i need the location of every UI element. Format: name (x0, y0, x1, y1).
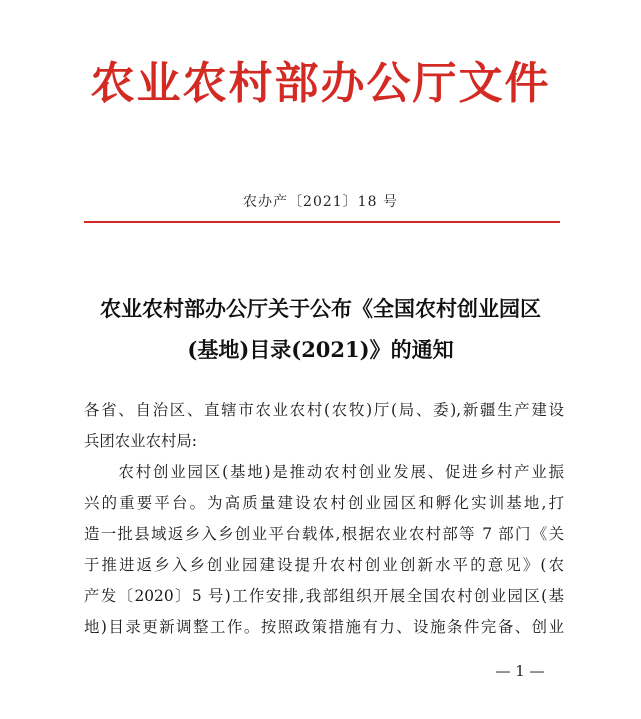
addressee-line-1: 各省、自治区、直辖市农业农村(农牧)厅(局、委),新疆生产建设 (84, 401, 564, 419)
body-line-2: 兴的重要平台。为高质量建设农村创业园区和孵化实训基地,打 (84, 494, 564, 512)
masthead-title: 农业农村部办公厅文件 (90, 58, 551, 109)
body-line-3: 造一批县域返乡入乡创业平台载体,根据农业农村部等 7 部门《关 (84, 525, 564, 543)
body-line-5: 产发〔2020〕5 号)工作安排,我部组织开展全国农村创业园区(基 (84, 587, 564, 605)
page-number: — 1 — (495, 662, 545, 680)
body-line-1: 农村创业园区(基地)是推动农村创业发展、促进乡村产业振 (84, 463, 564, 481)
notice-title-line-2: (基地)目录(2021)》的通知 (187, 337, 454, 362)
addressee (84, 395, 564, 457)
red-separator-line (84, 221, 560, 223)
body-paragraph (84, 457, 564, 643)
notice-title (60, 288, 581, 370)
notice-title-line-1: 农业农村部办公厅关于公布《全国农村创业园区 (100, 296, 541, 321)
body-line-6: 地)目录更新调整工作。按照政策措施有力、设施条件完备、创业 (84, 618, 564, 636)
addressee-line-2: 兵团农业农村局: (84, 432, 197, 450)
document-number: 农办产〔2021〕18 号 (243, 194, 398, 210)
body-line-4: 于推进返乡入乡创业园建设提升农村创业创新水平的意见》(农 (84, 556, 564, 574)
